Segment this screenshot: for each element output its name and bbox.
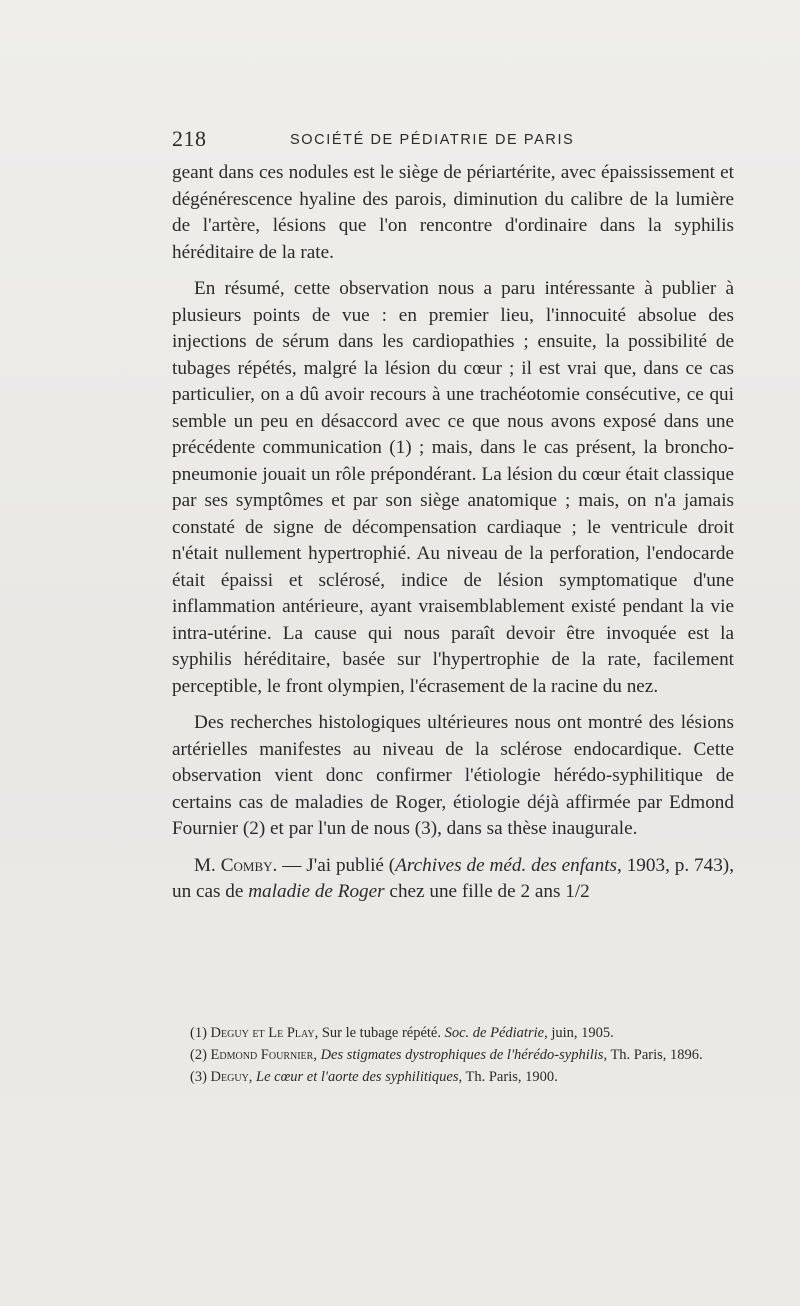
footnote-rest: , Th. Paris, 1900.: [458, 1069, 558, 1085]
comby-text-2: , 1903, p. 743), un cas de: [172, 854, 734, 902]
footnote-marker: (3): [190, 1069, 211, 1085]
running-title: SOCIÉTÉ DE PÉDIATRIE DE PARIS: [290, 132, 575, 148]
body-text: [172, 160, 734, 906]
footnote-author: Deguy: [210, 1069, 249, 1085]
footnote-separator: ,: [313, 1047, 321, 1063]
footnote-separator: ,: [248, 1069, 257, 1085]
footnote-rest: , juin, 1905.: [544, 1025, 614, 1041]
footnote-1: [172, 1022, 734, 1044]
speaker-name: M. Comby.: [194, 854, 278, 876]
footnote-3: [172, 1066, 734, 1088]
footnote-2: [172, 1044, 734, 1066]
paragraph-histology: Des recherches histologiques ultérieures nous ont montré des lésions artérielles manifestes au niveau de la sclérose endocardique. Cette observation vient donc confirmer l'étiologie hérédo-syphilitique de certains cas de maladies de Roger, étiologie déjà affirmée par Edmond Fournier (2) et par l'un de nous (3), dans sa thèse inaugurale.: [172, 712, 734, 839]
footnote-author: Deguy et Le Play: [210, 1025, 315, 1041]
page-header: [172, 126, 732, 156]
comby-text-1: — J'ai publié (: [277, 854, 396, 876]
paragraph-summary: En résumé, cette observation nous a paru intéressante à publier à plusieurs points de vue : en premier lieu, l'innocuité absolue des injections de sérum dans les cardiopathies ; ensuite, la possibilité de tubages répétés, malgré la lésion du cœur ; il est vrai que, dans ce cas particulier, on a dû avoir recours à une trachéotomie consécutive, ce qui semble un peu en désaccord avec ce que nous avons exposé dans une précédente communication (1) ; mais, dans le cas présent, la broncho-pneumonie jouait un rôle prépondérant. La lésion du cœur était classique par ses symptômes et par son siège anatomique ; mais, on n'a jamais constaté de signe de décompensation cardiaque ; le ventricule droit n'était nullement hypertrophié. Au niveau de la perforation, l'endocarde était épaissi et sclérosé, indice de lésion symptomatique d'une inflammation antérieure, ayant vraisemblablement existé pendant la vie intra-utérine. La cause qui nous paraît devoir être invoquée est la syphilis héréditaire, basée sur l'hypertrophie de la rate, facilement perceptible, le front olympien, l'écrasement de la racine du nez.: [172, 278, 734, 697]
disease-name: maladie de Roger: [248, 881, 385, 902]
page-number: 218: [172, 126, 207, 151]
footnote-separator: , Sur le tubage répété.: [314, 1025, 445, 1041]
footnote-title: Soc. de Pédiatrie: [444, 1025, 545, 1041]
paragraph-continued: geant dans ces nodules est le siège de périartérite, avec épaississement et dégénérescence hyaline des parois, diminution du calibre de la lumière de l'artère, lésions que l'on rencontre d'ordinaire dans la syphilis héréditaire de la rate.: [172, 162, 734, 263]
footnote-author: Edmond Fournier: [210, 1047, 314, 1063]
footnote-title: Des stigmates dystrophiques de l'hérédo-syphilis: [320, 1047, 604, 1063]
journal-title: Archives de méd. des enfants: [395, 854, 618, 876]
footnote-title: Le cœur et l'aorte des syphilitiques: [256, 1069, 459, 1085]
footnote-marker: (1): [190, 1025, 211, 1041]
paragraph-comby: [172, 853, 734, 906]
footnote-rest: , Th. Paris, 1896.: [603, 1047, 703, 1063]
footnotes: [172, 1022, 734, 1088]
comby-text-3: chez une fille de 2 ans 1/2: [384, 881, 590, 902]
footnote-marker: (2): [190, 1047, 211, 1063]
